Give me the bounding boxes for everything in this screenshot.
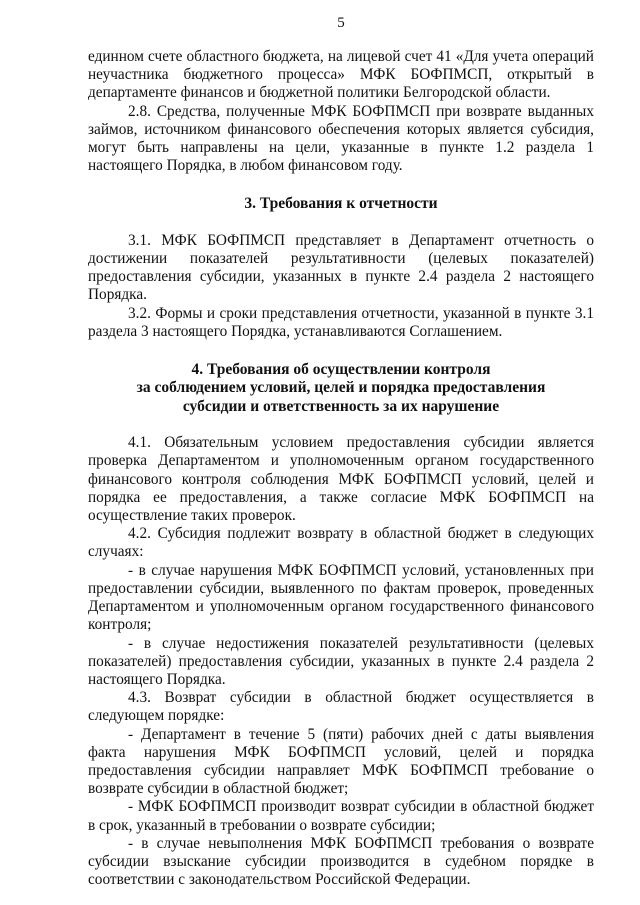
section-4-heading-line-1: 4. Требования об осуществлении контроля xyxy=(191,361,491,379)
section-4-heading xyxy=(88,361,594,416)
paragraph-4-3: 4.3. Возврат субсидии в областной бюджет осуществляется в следующем порядке: xyxy=(88,689,594,725)
page-number: 5 xyxy=(337,15,345,31)
paragraph-2-8: 2.8. Средства, полученные МФК БОФПМСП при возврате выданных займов, источником финансового обеспечения которых является субсидия, могут быть направлены на цели, указанные в пункте 1.2 раздела 1 настоящего Порядка, в любом финансовом году. xyxy=(88,102,594,175)
list-item-non-achievement: - в случае недостижения показателей результативности (целевых показателей) предоставления субсидии, указанных в пункте 2.4 раздела 2 настоящего Порядка. xyxy=(88,634,594,688)
paragraph-continuation: единном счете областного бюджета, на лицевой счет 41 «Для учета операций неучастника бюджетного процесса» МФК БОФПМСП, открытый в департаменте финансов и бюджетной политики Белгородской области. xyxy=(88,48,594,102)
list-item-return: - МФК БОФПМСП производит возврат субсидии в областной бюджет в срок, указанный в требовании о возврате субсидии; xyxy=(88,798,594,834)
paragraph-3-1: 3.1. МФК БОФПМСП представляет в Департамент отчетность о достижении показателей результативности (целевых показателей) предоставления субсидии, указанных в пункте 2.4 раздела 2 настоящего Порядка. xyxy=(88,231,594,304)
paragraph-3-2: 3.2. Формы и сроки представления отчетности, указанной в пункте 3.1 раздела 3 настоящего Порядка, устанавливаются Соглашением. xyxy=(88,304,594,340)
section-4-heading-line-2: за соблюдением условий, целей и порядка предоставления xyxy=(136,379,546,397)
paragraph-4-1: 4.1. Обязательным условием предоставления субсидии является проверка Департаментом и уполномоченным органом государственного финансового контроля соблюдения МФК БОФПМСП условий, целей и порядка ее предоставления, а также согласие МФК БОФПМСП на осуществление таких проверок. xyxy=(88,434,594,525)
list-item-department-notice: - Департамент в течение 5 (пяти) рабочих дней с даты выявления факта нарушения МФК БОФПМСП условий, целей и порядка предоставления субсидии направляет МФК БОФПМСП требование о возврате субсидии в областной бюджет; xyxy=(88,725,594,798)
paragraph-4-2: 4.2. Субсидия подлежит возврату в областной бюджет в следующих случаях: xyxy=(88,525,594,561)
section-3-heading: 3. Требования к отчетности xyxy=(244,195,438,213)
list-item-violation: - в случае нарушения МФК БОФПМСП условий, установленных при предоставлении субсидии, выявленного по фактам проверок, проведенных Департаментом и уполномоченным органом государственного финансового контроля; xyxy=(88,561,594,634)
list-item-court-recovery: - в случае невыполнения МФК БОФПМСП требования о возврате субсидии взыскание субсидии производится в судебном порядке в соответствии с законодательством Российской Федерации. xyxy=(88,834,594,889)
document-page xyxy=(88,14,594,889)
section-4-heading-line-3: субсидии и ответственность за их нарушение xyxy=(182,397,500,415)
